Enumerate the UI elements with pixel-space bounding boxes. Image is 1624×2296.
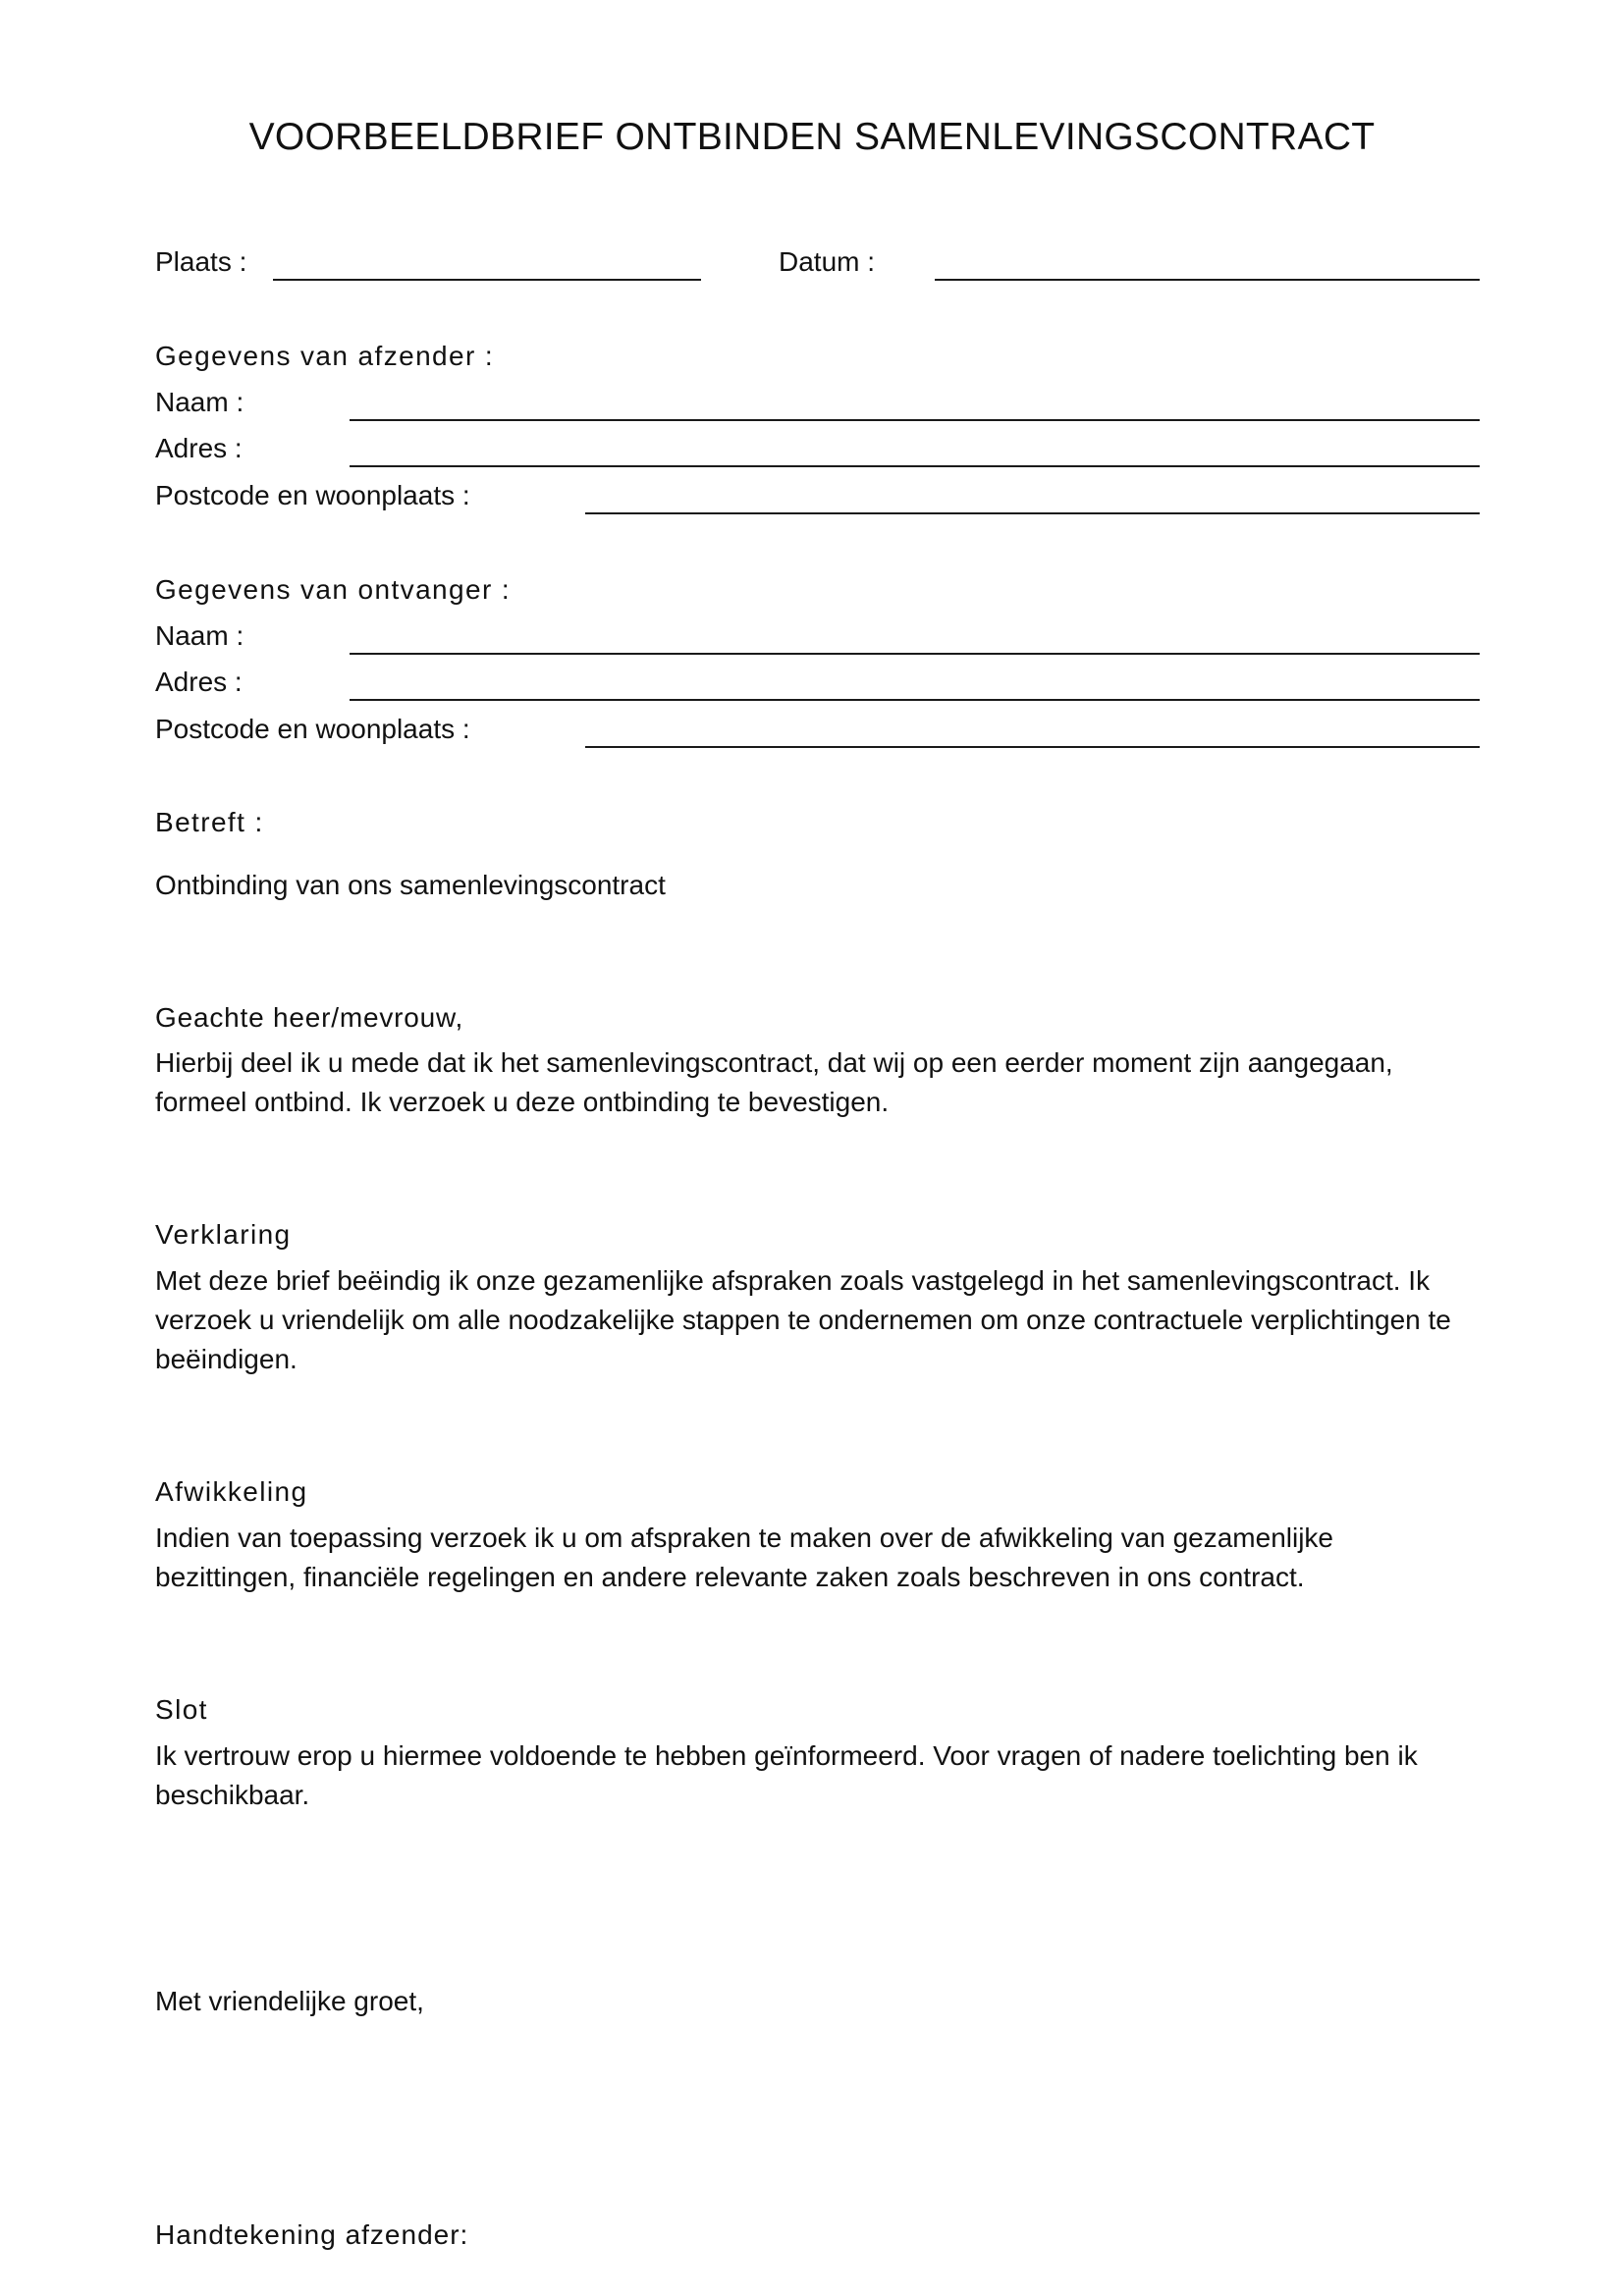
salutation: Geachte heer/mevrouw, (155, 1002, 464, 1033)
declaration-line: Met deze brief beëindig ik onze gezamenlijke afspraken zoals vastgelegd in het samenlevingscontract. Ik (155, 1265, 1431, 1296)
recipient-postal-field-line[interactable] (585, 746, 1480, 748)
signature-label: Handtekening afzender: (155, 2219, 469, 2250)
closing-heading: Slot (155, 1694, 208, 1725)
sender-address-label: Adres : (155, 433, 243, 463)
recipient-address-field-line[interactable] (350, 699, 1480, 701)
settlement-heading: Afwikkeling (155, 1476, 308, 1507)
document-title: VOORBEELDBRIEF ONTBINDEN SAMENLEVINGSCONTRACT (248, 116, 1376, 158)
subject-text: Ontbinding van ons samenlevingscontract (155, 870, 666, 900)
settlement-line: bezittingen, financiële regelingen en andere relevante zaken zoals beschreven in ons contract. (155, 1562, 1305, 1592)
sender-postal-label: Postcode en woonplaats : (155, 480, 470, 510)
declaration-line: verzoek u vriendelijk om alle noodzakelijke stappen te ondernemen om onze contractuele verplichtingen te (155, 1305, 1451, 1335)
intro-line: Hierbij deel ik u mede dat ik het samenlevingscontract, dat wij op een eerder moment zijn aangegaan, (155, 1047, 1393, 1078)
sender-name-field-line[interactable] (350, 419, 1480, 421)
place-field-line[interactable] (273, 279, 701, 281)
declaration-line: beëindigen. (155, 1344, 298, 1374)
date-field-line[interactable] (935, 279, 1480, 281)
recipient-postal-label: Postcode en woonplaats : (155, 714, 470, 744)
place-label: Plaats : (155, 246, 247, 277)
sender-heading: Gegevens van afzender : (155, 341, 495, 371)
recipient-heading: Gegevens van ontvanger : (155, 574, 512, 605)
regards: Met vriendelijke groet, (155, 1986, 424, 2016)
recipient-address-label: Adres : (155, 667, 243, 697)
sender-postal-field-line[interactable] (585, 512, 1480, 514)
closing-line: Ik vertrouw erop u hiermee voldoende te hebben geïnformeerd. Voor vragen of nadere toelichting ben ik (155, 1740, 1418, 1771)
sender-address-field-line[interactable] (350, 465, 1480, 467)
closing-line: beschikbaar. (155, 1780, 310, 1810)
date-label: Datum : (779, 246, 876, 277)
recipient-name-label: Naam : (155, 620, 244, 651)
declaration-heading: Verklaring (155, 1219, 292, 1250)
recipient-name-field-line[interactable] (350, 653, 1480, 655)
intro-line: formeel ontbind. Ik verzoek u deze ontbinding te bevestigen. (155, 1087, 890, 1117)
sender-name-label: Naam : (155, 387, 244, 417)
subject-heading: Betreft : (155, 807, 264, 837)
settlement-line: Indien van toepassing verzoek ik u om afspraken te maken over de afwikkeling van gezamenlijke (155, 1522, 1333, 1553)
